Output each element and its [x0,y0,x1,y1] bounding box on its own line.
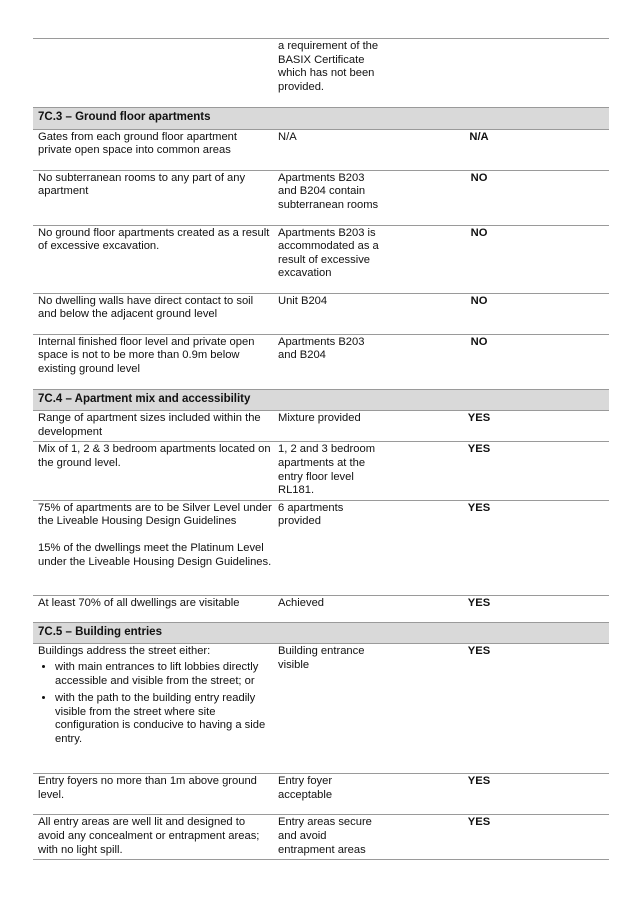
section-title: 7C.3 – Ground floor apartments [33,108,609,130]
criterion-cell: Entry foyers no more than 1m above ground level. [33,774,276,815]
comment-cell: Entry foyer acceptable [276,774,384,815]
status-cell: NO [384,170,609,225]
bullet-item: • with main entrances to lift lobbies directly accessible and visible from the street; or [55,661,272,688]
criterion-cell: At least 70% of all dwellings are visitable [33,595,276,622]
comment-cell: Apartments B203 and B204 contain subterranean rooms [276,170,384,225]
table-row [33,411,609,442]
table-row [33,815,609,860]
criterion-cell: Internal finished floor level and private open space is not to be more than 0.9m below existing ground level [33,334,276,389]
comment-cell: Entry areas secure and avoid entrapment areas [276,815,384,860]
table-row [33,225,609,293]
table-row [33,334,609,389]
status-cell: YES [384,595,609,622]
table-row [33,644,609,774]
comment-cell: Mixture provided [276,411,384,442]
comment-cell: Apartments B203 and B204 [276,334,384,389]
criterion-cell: No subterranean rooms to any part of any apartment [33,170,276,225]
status-cell: YES [384,411,609,442]
criterion-cell [33,39,276,108]
section-title: 7C.4 – Apartment mix and accessibility [33,389,609,411]
status-cell: YES [384,644,609,774]
criterion-paragraph: 75% of apartments are to be Silver Level under the Liveable Housing Design Guidelines [38,501,272,528]
comment-cell: a requirement of the BASIX Certificate which has not been provided. [276,39,384,108]
criterion-bullet-list [38,661,272,747]
status-cell: NO [384,293,609,334]
criterion-cell: Range of apartment sizes included within the development [33,411,276,442]
status-cell: YES [384,815,609,860]
table-row [33,442,609,500]
comment-cell: N/A [276,129,384,170]
status-cell: N/A [384,129,609,170]
status-cell: YES [384,774,609,815]
comment-cell: 6 apartments provided [276,500,384,595]
criterion-cell: No ground floor apartments created as a result of excessive excavation. [33,225,276,293]
comment-cell: Building entrance visible [276,644,384,774]
section-header [33,108,609,130]
criterion-cell [33,644,276,774]
criterion-cell: Gates from each ground floor apartment private open space into common areas [33,129,276,170]
criterion-cell [33,500,276,595]
compliance-table [33,38,609,860]
table-row [33,774,609,815]
status-cell: YES [384,500,609,595]
comment-cell: Unit B204 [276,293,384,334]
table-row [33,293,609,334]
status-cell: YES [384,442,609,500]
status-cell: NO [384,225,609,293]
table-row [33,500,609,595]
status-cell: NO [384,334,609,389]
criterion-cell: Mix of 1, 2 & 3 bedroom apartments located on the ground level. [33,442,276,500]
section-header [33,389,609,411]
criterion-cell: No dwelling walls have direct contact to soil and below the adjacent ground level [33,293,276,334]
comment-cell: 1, 2 and 3 bedroom apartments at the entry floor level RL181. [276,442,384,500]
table-row [33,129,609,170]
table-row [33,595,609,622]
section-header [33,622,609,644]
bullet-item: • with the path to the building entry readily visible from the street where site configuration is conducive to having a side entry. [55,692,272,746]
table-row [33,170,609,225]
table-row [33,39,609,108]
status-cell [384,39,609,108]
section-title: 7C.5 – Building entries [33,622,609,644]
comment-cell: Apartments B203 is accommodated as a result of excessive excavation [276,225,384,293]
criterion-cell: All entry areas are well lit and designed to avoid any concealment or entrapment areas; with no light spill. [33,815,276,860]
criterion-paragraph: Buildings address the street either: [38,645,211,658]
criterion-paragraph: 15% of the dwellings meet the Platinum Level under the Liveable Housing Design Guidelines. [38,541,272,568]
comment-cell: Achieved [276,595,384,622]
